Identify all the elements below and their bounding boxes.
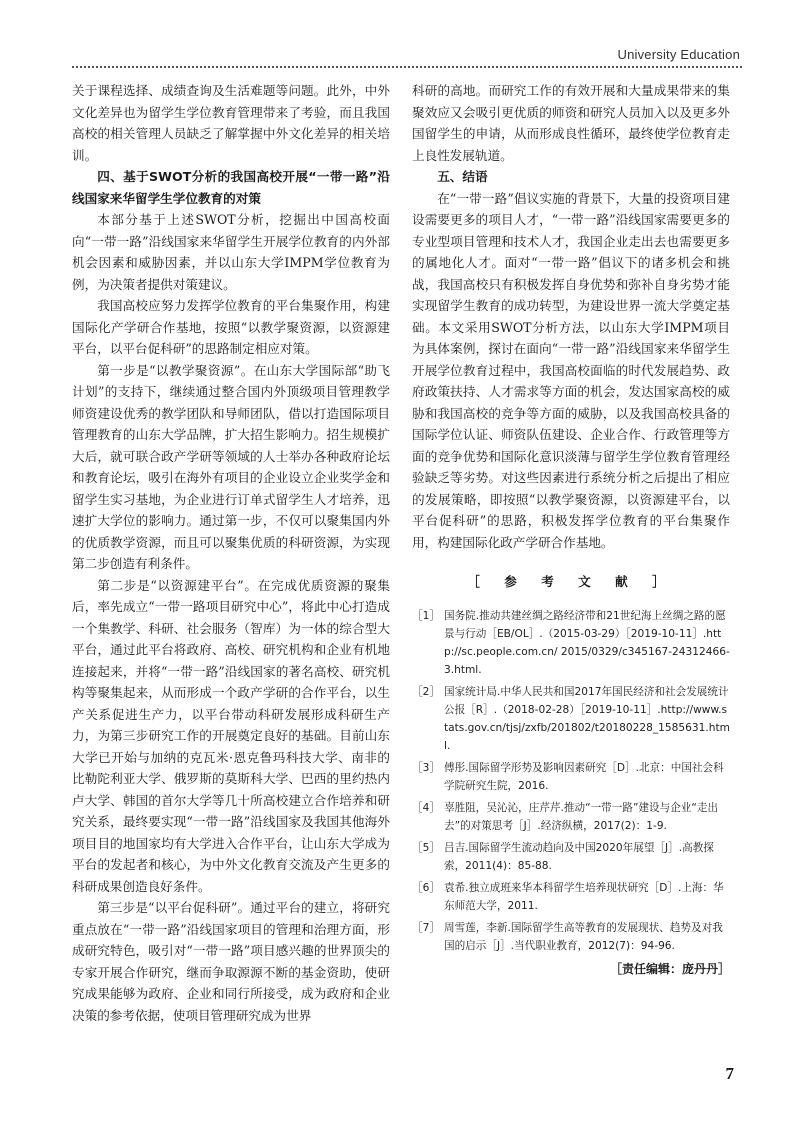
reference-item (412, 799, 730, 835)
reference-number: ［7］ (412, 921, 440, 934)
reference-text: 国务院.推动共建丝绸之路经济带和21世纪海上丝绸之路的愿景与行动［EB/OL］.（2015-03-29）［2019-10-11］.http://sc.people.com.cn/ 2015/0329/c345167-24312466-3.html. (444, 609, 730, 676)
reference-number: ［3］ (412, 761, 440, 774)
paragraph: 我国高校应努力发挥学位教育的平台集聚作用，构建国际化产学研合作基地，按照“以教学聚资源，以资源建平台，以平台促科研”的思路制定相应对策。 (72, 298, 390, 356)
right-column (412, 80, 730, 980)
reference-text: 辜胜阻，吴沁沁，庄芹芹.推动“一带一路”建设与企业“走出去”的对策思考［J］.经济纵横，2017(2)：1-9. (444, 801, 719, 832)
header-dotted-rule (72, 66, 742, 68)
reference-number: ［1］ (412, 609, 440, 622)
reference-item (412, 759, 730, 795)
references-title: ［ 参 考 文 献 ］ (467, 574, 675, 589)
paragraph: 第二步是“以资源建平台”。在完成优质资源的聚集后，率先成立“一带一路项目研究中心”，将此中心打造成一个集教学、科研、社会服务（智库）为一体的综合型大平台，通过此平台将政府、高校、研究机构和企业有机地连接起来，并将“一带一路”沿线国家的著名高校、研究机构等聚集起来，从而形成一个政产学研的合作平台，以生产关系促进生产力，以平台带动科研发展形成科研生产力，为第三步研究工作的开展奠定良好的基础。目前山东大学已开始与加纳的克瓦米·恩克鲁玛科技大学、南非的比勒陀利亚大学、俄罗斯的莫斯科大学、巴西的里约热内卢大学、韩国的首尔大学等几十所高校建立合作培养和研究关系，最终要实现“一带一路”沿线国家及我国其他海外项目目的地国家均有大学进入合作平台，让山东大学成为平台的发起者和核心，为中外文化教育交流及产生更多的科研成果创造良好条件。 (72, 577, 390, 894)
reference-item (412, 839, 730, 875)
paragraph: 本部分基于上述SWOT分析，挖掘出中国高校面向“一带一路”沿线国家来华留学生开展学位教育的内外部机会因素和威胁因素，并以山东大学IMPM学位教育为例，为决策者提供对策建议。 (72, 212, 390, 292)
reference-item (412, 607, 730, 679)
reference-item (412, 879, 730, 915)
reference-number: ［6］ (412, 881, 440, 894)
reference-text: 傅彤.国际留学形势及影响因素研究［D］.北京：中国社会科学院研究生院，2016. (444, 761, 724, 792)
reference-text: 袁希.独立成班来华本科留学生培养现状研究［D］.上海：华东师范大学，2011. (444, 881, 724, 912)
section-heading: 四、基于SWOT分析的我国高校开展“一带一路”沿线国家来华留学生学位教育的对策 (72, 169, 390, 206)
section-heading: 五、结语 (437, 169, 488, 184)
paragraph: 关于课程选择、成绩查询及生活难题等问题。此外，中外文化差异也为留学生学位教育管理带来了考验，而且我国高校的相关管理人员缺乏了解掌握中外文化差异的相关培训。 (72, 83, 390, 163)
header-label: University Education (617, 47, 740, 62)
reference-number: ［5］ (412, 841, 440, 854)
paragraph: 第一步是“以教学聚资源”。在山东大学国际部“助飞计划”的支持下，继续通过整合国内外顶级项目管理教学师资建设优秀的教学团队和导师团队，借以打造国际项目管理教育的山东大学品牌，扩大招生影响力。招生规模扩大后，就可联合政产学研等领域的人士举办各种政府论坛和教育论坛，吸引在海外有项目的企业设立企业奖学金和留学生实习基地，为企业进行订单式留学生人才培养，迅速扩大学位的影响力。通过第一步，不仅可以聚集国内外的优质教学资源，而且可以聚集优质的科研资源，为实现第二步创造有利条件。 (72, 362, 390, 571)
reference-number: ［4］ (412, 801, 440, 814)
reference-number: ［2］ (412, 685, 440, 698)
responsible-editor: ［责任编辑：庞丹丹］ (609, 961, 730, 976)
left-column (72, 80, 390, 1026)
reference-text: 国家统计局.中华人民共和国2017年国民经济和社会发展统计公报［R］.（2018-02-28）［2019-10-11］.http://www.stats.gov.cn/tjsj/zxfb/201802/t20180228_1585631.html. (444, 685, 730, 752)
paragraph: 在“一带一路”倡议实施的背景下，大量的投资项目建设需要更多的项目人才，“一带一路”沿线国家需要更多的专业型项目管理和技术人才，我国企业走出去也需要更多的属地化人才。面对“一带一路”倡议下的诸多机会和挑战，我国高校只有积极发挥自身优势和弥补自身劣势才能实现留学生教育的成功转型，为建设世界一流大学奠定基础。本文采用SWOT分析方法，以山东大学IMPM项目为具体案例，探讨在面向“一带一路”沿线国家来华留学生开展学位教育过程中，我国高校面临的时代发展趋势、政府政策扶持、人才需求等方面的机会，发达国家高校的威胁和我国高校的竞争等方面的威胁，以及我国高校具备的国际学位认证、师资队伍建设、企业合作、行政管理等方面的竞争优势和国际化意识淡薄与留学生学位教育管理经验缺乏等劣势。对这些因素进行系统分析之后提出了相应的发展策略，即按照“以教学聚资源，以资源建平台，以平台促科研”的思路，积极发挥学位教育的平台集聚作用，构建国际化政产学研合作基地。 (412, 190, 730, 550)
paragraph: 科研的高地。而研究工作的有效开展和大量成果带来的集聚效应又会吸引更优质的师资和研究人员加入以及更多外国留学生的申请，从而形成良性循环，最终使学位教育走上良性发展轨道。 (412, 83, 730, 163)
right-column-body (412, 80, 730, 553)
reference-text: 周雪莲，李新.国际留学生高等教育的发展现状、趋势及对我国的启示［J］.当代职业教育，2012(7)：94-96. (444, 921, 723, 952)
reference-item (412, 919, 730, 955)
reference-text: 吕吉.国际留学生流动趋向及中国2020年展望［J］.高教探索，2011(4)：85-88. (444, 841, 714, 872)
reference-item (412, 683, 730, 755)
references-list (412, 607, 730, 955)
page-number: 7 (725, 1064, 734, 1083)
paragraph: 第三步是“以平台促科研”。通过平台的建立，将研究重点放在“一带一路”沿线国家项目的管理和治理方面，形成研究特色，吸引对“一带一路”项目感兴趣的世界顶尖的专家开展合作研究，继而争取源源不断的基金资助，使研究成果能够为政府、企业和同行所接受，成为政府和企业决策的参考依据，使项目管理研究成为世界 (72, 900, 390, 1023)
